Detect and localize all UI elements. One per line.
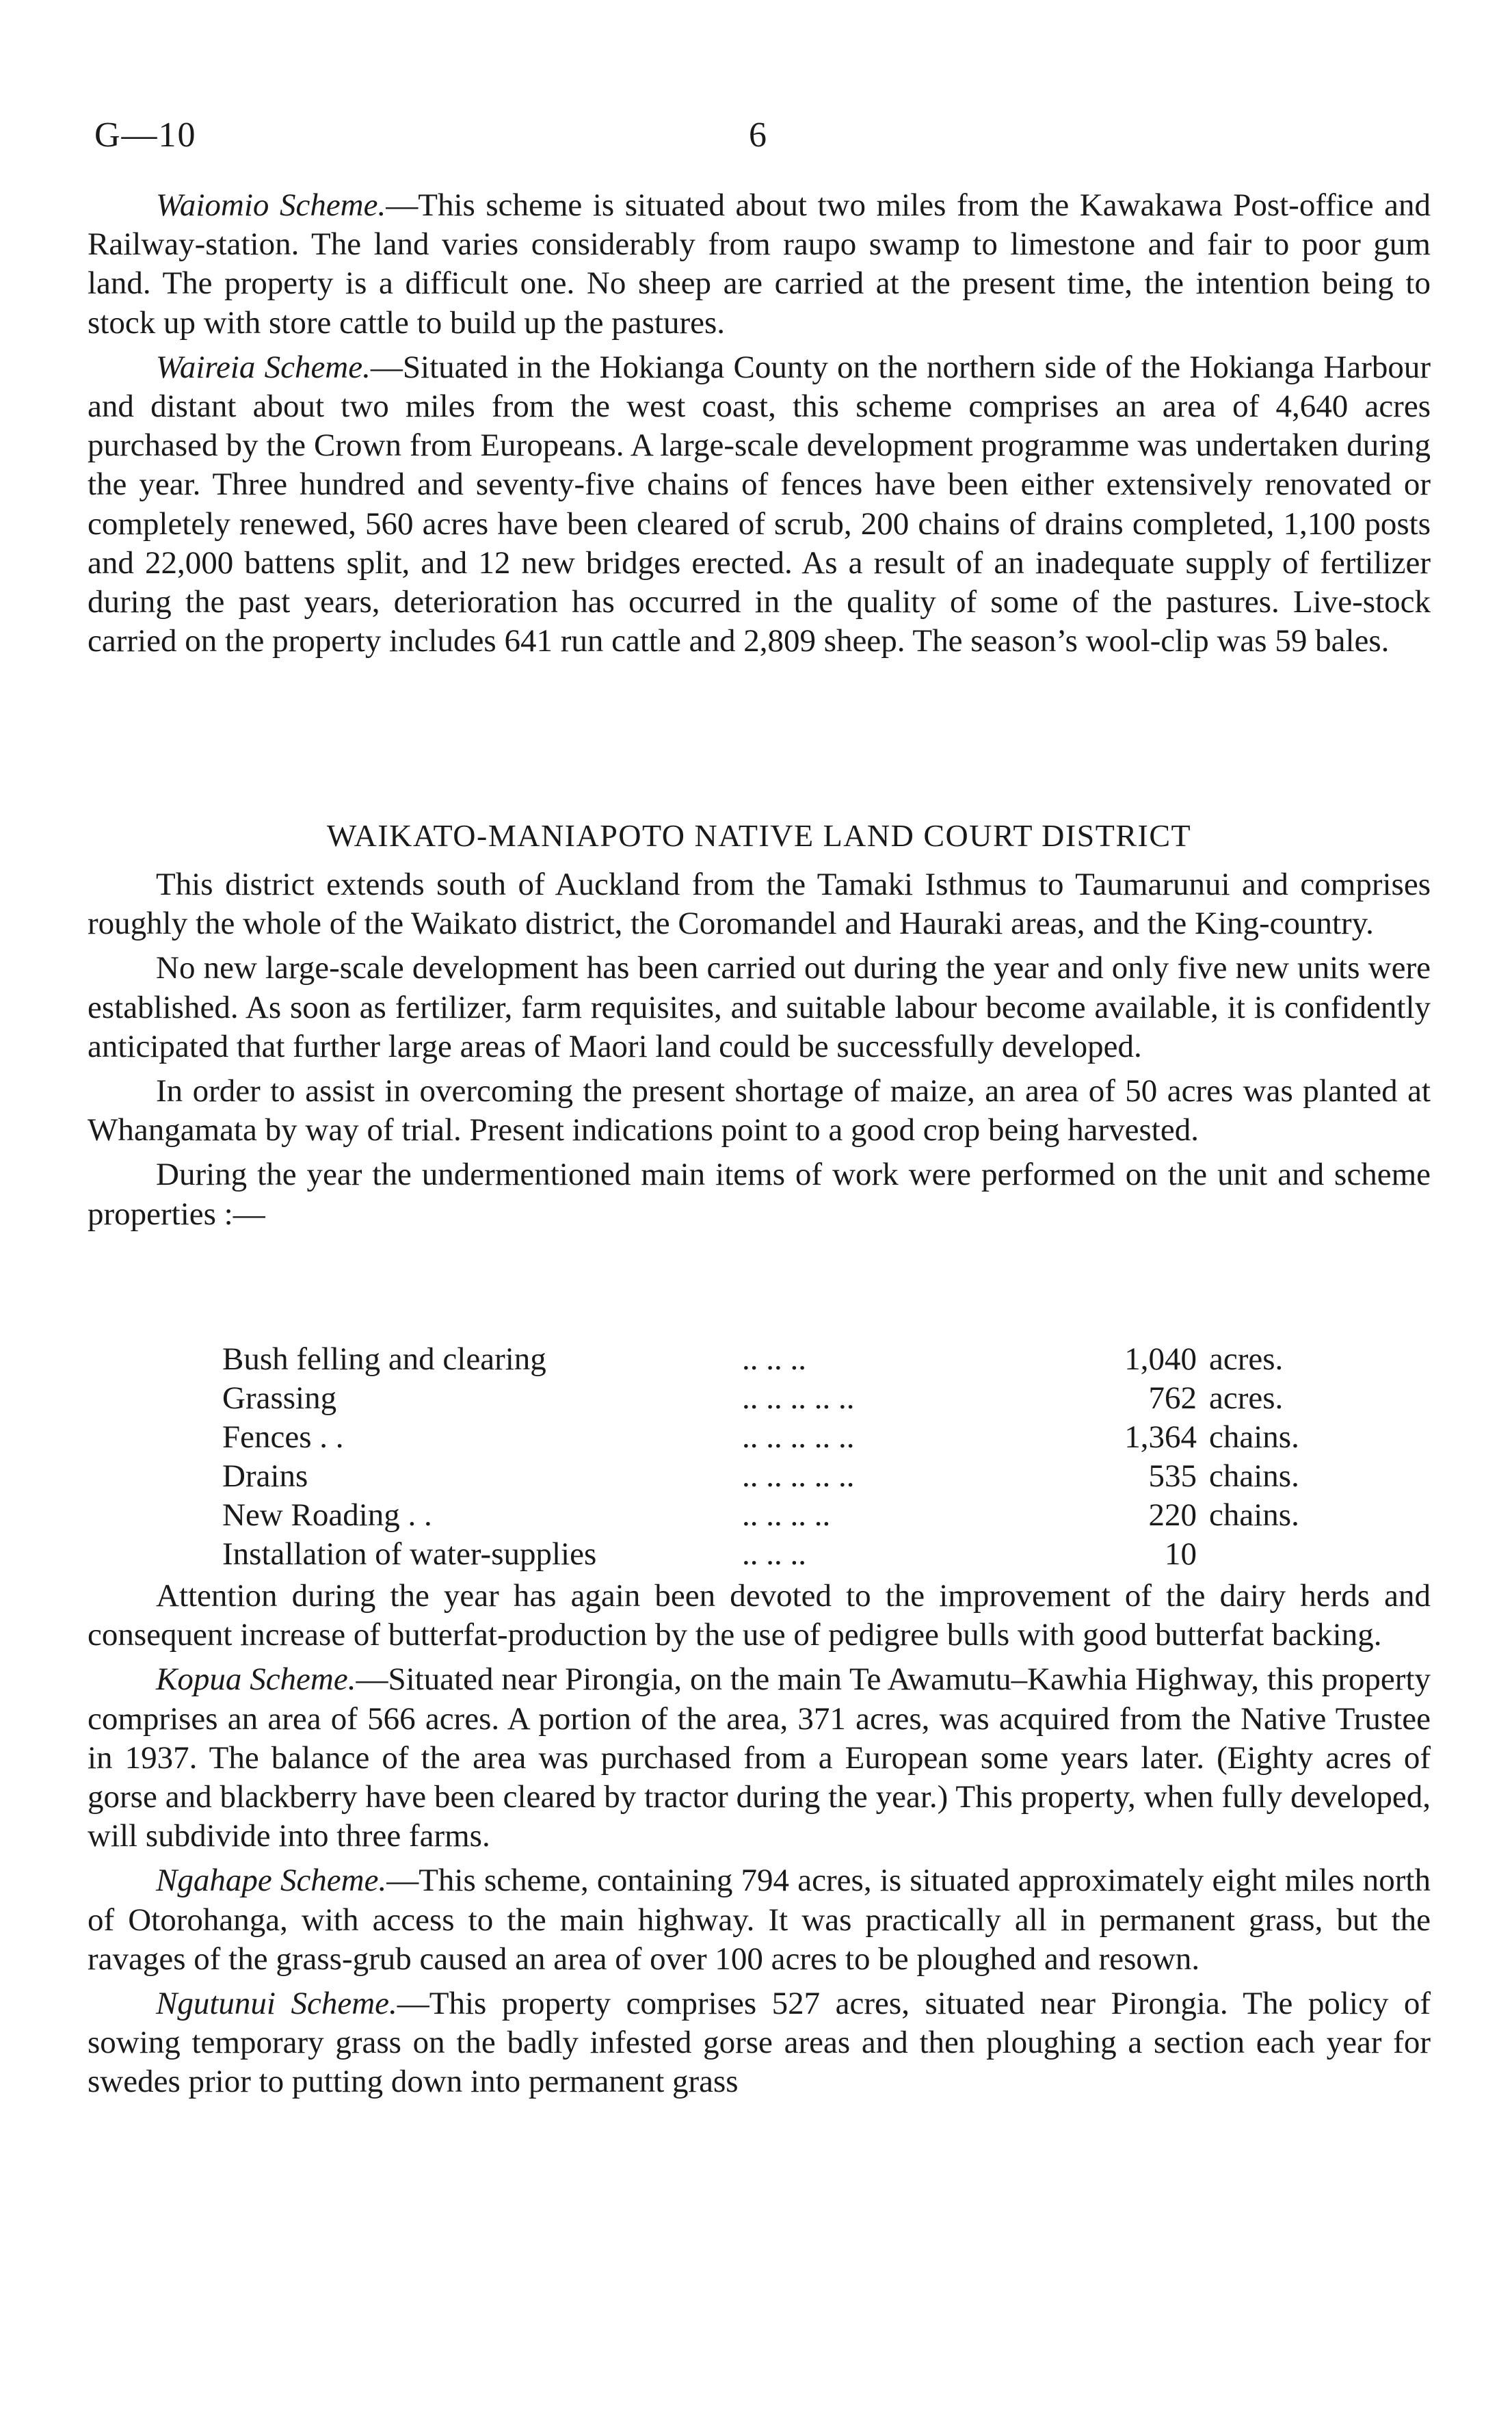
series-label: G—10 [94,116,197,155]
work-item-name: Grassing [222,1380,337,1416]
work-intro-paragraph: During the year the undermentioned main items of work were performed on the unit and scheme properties :— [88,1157,1431,1232]
page-number: 6 [749,116,767,155]
ngutunui-text: —This property comprises 527 acres, situated near Pirongia. The policy of sowing temporary grass on the badly infested gorse areas and then ploughing a section each year for swedes prior to putting down into permanent grass [88,1986,1431,2100]
ngahape-paragraph [88,1861,1431,1979]
work-item-unit: acres. [1209,1341,1284,1377]
work-item-row [222,1536,1346,1575]
maize-paragraph: In order to assist in overcoming the present shortage of maize, an area of 50 acres was planted at Whangamata by way of trial. Present indications point to a good crop being harvested. [88,1073,1431,1148]
waireia-paragraph [88,348,1431,661]
work-item-row [222,1380,1346,1419]
work-item-leader: .. .. .. [742,1341,806,1377]
work-item-value: 762 [1148,1380,1197,1416]
ngutunui-title: Ngutunui Scheme. [156,1986,397,2022]
work-item-value: 535 [1148,1458,1197,1494]
work-item-row [222,1497,1346,1536]
district-heading: WAIKATO-MANIAPOTO NATIVE LAND COURT DISTRICT [326,818,1192,853]
work-item-name: New Roading . . [222,1497,432,1533]
work-item-name: Installation of water-supplies [222,1536,597,1572]
development-paragraph: No new large-scale development has been carried out during the year and only five new units were established. As soon as fertilizer, farm requisites, and suitable labour become available, it is confidently anticipated that further large areas of Maori land could be successfully developed. [88,950,1431,1064]
work-item-unit: chains. [1209,1458,1299,1494]
waireia-text: —Situated in the Hokianga County on the northern side of the Hokianga Harbour and distant about two miles from the west coast, this scheme comprises an area of 4,640 acres purchased by the Crown from Europeans. A large-scale development programme was undertaken during the year. Three hundred and seventy-five chains of fences have been either extensively renovated or completely renewed, 560 acres have been cleared of scrub, 200 chains of drains completed, 1,100 posts and 22,000 battens split, and 12 new bridges erected. As a result of an inadequate supply of fertilizer during the past years, deterioration has occurred in the quality of some of the pastures. Live-stock carried on the property includes 641 run cattle and 2,809 sheep. The season’s wool-clip was 59 bales. [88,349,1431,659]
work-item-leader: .. .. .. [742,1536,806,1572]
work-item-unit: acres. [1209,1380,1284,1416]
work-item-row [222,1458,1346,1497]
section-northern-schemes [88,186,1431,661]
kopua-paragraph [88,1660,1431,1856]
waiomio-text: —This scheme is situated about two miles from the Kawakawa Post-office and Railway-station. The land varies considerably from raupo swamp to limestone and fair to poor gum land. The property is a difficult one. No sheep are carried at the present time, the intention being to stock up with store cattle to build up the pastures. [88,187,1431,341]
work-item-unit [1209,1536,1346,1575]
work-item-row [222,1341,1346,1380]
work-item-value: 220 [1148,1497,1197,1533]
work-item-leader: .. .. .. .. .. [742,1458,855,1494]
waiomio-title: Waiomio Scheme. [156,187,386,223]
work-item-name: Fences . . [222,1419,344,1455]
work-item-row [222,1419,1346,1458]
section-waikato-intro [88,865,1431,1234]
waiomio-paragraph [88,186,1431,343]
kopua-title: Kopua Scheme. [156,1661,356,1698]
work-item-unit: chains. [1209,1497,1299,1533]
work-items-table [222,1341,1346,1575]
ngahape-title: Ngahape Scheme. [156,1863,387,1899]
kopua-text: —Situated near Pirongia, on the main Te Awamutu–Kawhia Highway, this property comprises an area of 566 acres. A portion of the area, 371 acres, was acquired from the Native Trustee in 1937. The balance of the area was purchased from a European some years later. (Eighty acres of gorse and blackberry have been cleared by tractor during the year.) This property, when fully developed, will subdivide into three farms. [88,1661,1431,1854]
work-item-leader: .. .. .. .. [742,1497,831,1533]
work-item-name: Bush felling and clearing [222,1341,546,1377]
district-description: This district extends south of Auckland from the Tamaki Isthmus to Taumarunui and comprises roughly the whole of the Waikato district, the Coromandel and Hauraki areas, and the King-country. [88,867,1431,942]
section-waikato-schemes [88,1577,1431,2102]
ngutunui-paragraph [88,1984,1431,2102]
work-item-unit: chains. [1209,1419,1299,1455]
ngahape-text: —This scheme, containing 794 acres, is situated approximately eight miles north of Otorohanga, with access to the main highway. It was practically all in permanent grass, but the ravages of the grass-grub caused an area of over 100 acres to be ploughed and resown. [88,1863,1431,1977]
work-item-leader: .. .. .. .. .. [742,1380,855,1416]
work-item-value: 10 [1165,1536,1197,1572]
work-item-leader: .. .. .. .. .. [742,1419,855,1455]
waireia-title: Waireia Scheme. [156,349,371,385]
work-item-value: 1,040 [1124,1341,1197,1377]
dairy-paragraph: Attention during the year has again been devoted to the improvement of the dairy herds and consequent increase of butterfat-production by the use of pedigree bulls with good butterfat backing. [88,1578,1431,1653]
work-item-name: Drains [222,1458,308,1494]
work-item-value: 1,364 [1124,1419,1197,1455]
